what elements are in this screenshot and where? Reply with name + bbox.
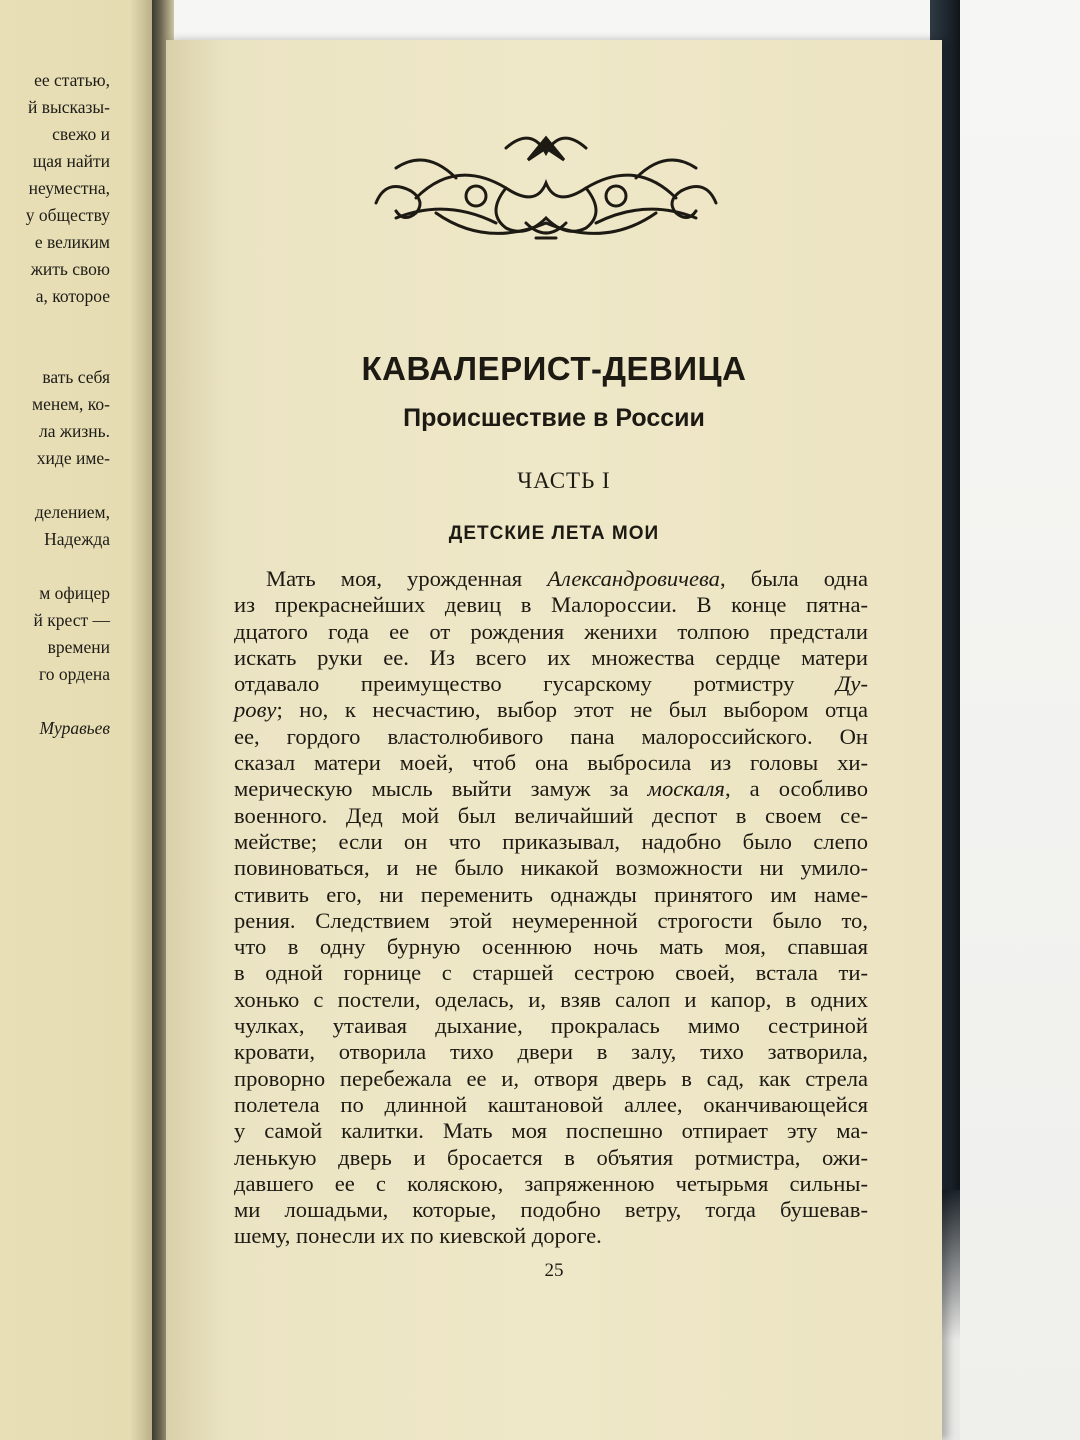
body-line bbox=[234, 566, 868, 592]
body-text-segment: повиноваться, и не было никакой возможности ни умило- bbox=[234, 855, 868, 881]
left-page-line: а, которое bbox=[35, 286, 110, 306]
body-line bbox=[234, 803, 868, 829]
italic-text-segment: рову bbox=[234, 697, 277, 723]
body-line bbox=[234, 855, 868, 881]
body-line bbox=[234, 750, 868, 776]
body-line bbox=[234, 619, 868, 645]
body-line bbox=[234, 645, 868, 671]
body-text-segment: ленькую дверь и бросается в объятия ротмистра, ожи- bbox=[234, 1144, 868, 1170]
left-page-line: м офицер bbox=[39, 583, 110, 603]
body-line bbox=[234, 987, 868, 1013]
body-line bbox=[234, 1171, 868, 1197]
body-line bbox=[234, 1118, 868, 1144]
body-paragraph bbox=[234, 566, 868, 1250]
body-line bbox=[234, 1145, 868, 1171]
body-text-segment: рения. Следствием этой неумеренной строгости было то, bbox=[234, 907, 868, 933]
body-text-segment: у самой калитки. Мать моя поспешно отпирает эту ма- bbox=[234, 1118, 868, 1144]
italic-text-segment: Ду- bbox=[836, 671, 868, 697]
left-page-line: й высказы- bbox=[27, 97, 110, 117]
left-page-line: ла жизнь. bbox=[39, 421, 110, 441]
left-page-line: неуместна, bbox=[28, 178, 110, 198]
body-text-segment: , была одна bbox=[719, 566, 869, 591]
body-text-segment: мействе; если он что приказывал, надобно было слепо bbox=[234, 828, 868, 854]
body-line bbox=[234, 697, 868, 723]
body-line bbox=[234, 1223, 868, 1249]
body-text-segment: ми лошадьми, которые, подобно ветру, тогда бушевав- bbox=[234, 1197, 868, 1223]
body-line bbox=[234, 776, 868, 802]
body-text-segment: в одной горнице с старшей сестрою своей, встала ти- bbox=[234, 960, 868, 986]
left-page-line: у обществу bbox=[25, 205, 110, 225]
part-heading: ЧАСТЬ I bbox=[517, 468, 611, 493]
right-page bbox=[166, 40, 942, 1440]
body-line bbox=[234, 1092, 868, 1118]
body-text-segment: проворно перебежала ее и, отворя дверь в сад, как стрела bbox=[234, 1065, 868, 1091]
body-text-segment: стивить его, ни переменить однажды принятого им наме- bbox=[234, 881, 868, 907]
book-title: КАВАЛЕРИСТ-ДЕВИЦА bbox=[361, 350, 747, 387]
body-text-segment: давшего ее с коляскою, запряженною четырьмя сильны- bbox=[234, 1170, 868, 1196]
body-line bbox=[234, 671, 868, 697]
body-line bbox=[234, 1197, 868, 1223]
decorative-ornament-icon bbox=[356, 118, 736, 253]
left-page-line: вать себя bbox=[42, 367, 110, 387]
book-subtitle: Происшествие в России bbox=[403, 404, 705, 432]
left-page-line: жить свою bbox=[30, 259, 110, 279]
body-line bbox=[234, 592, 868, 618]
body-text-segment: из прекраснейших девиц в Малороссии. В конце пятна- bbox=[234, 592, 868, 618]
chapter-heading: ДЕТСКИЕ ЛЕТА МОИ bbox=[448, 523, 660, 544]
body-text-segment: хонько с постели, оделась, и, взяв салоп и капор, в одних bbox=[234, 986, 868, 1012]
left-page-line: ее статью, bbox=[34, 70, 110, 90]
left-page-line: времени bbox=[47, 637, 110, 657]
body-text-segment: шему, понесли их по киевской дороге. bbox=[234, 1223, 602, 1249]
body-line bbox=[234, 1013, 868, 1039]
body-line bbox=[234, 1039, 868, 1065]
body-text-segment: дцатого года ее от рождения женихи толпою предстали bbox=[234, 618, 868, 644]
body-text-segment: отдавало преимущество гусарскому ротмистру bbox=[234, 671, 837, 697]
body-text-segment: чулках, утаивая дыхание, прокралась мимо сестриной bbox=[234, 1013, 868, 1039]
body-text-segment: военного. Дед мой был величайший деспот в своем се- bbox=[234, 802, 868, 828]
body-text-segment: ее, гордого властолюбивого пана малороссийского. Он bbox=[234, 723, 868, 749]
left-page-line: Муравьев bbox=[39, 718, 110, 738]
left-page-line: Надежда bbox=[44, 529, 110, 549]
left-page-line: щая найти bbox=[32, 151, 110, 171]
body-line bbox=[234, 724, 868, 750]
left-page-line: е великим bbox=[34, 232, 110, 252]
page-number: 25 bbox=[544, 1260, 564, 1281]
italic-text-segment: москаля bbox=[647, 776, 725, 802]
body-line bbox=[234, 960, 868, 986]
body-text-segment: Мать моя, урожденная bbox=[266, 566, 548, 591]
body-text-segment: мерическую мысль выйти замуж за bbox=[234, 776, 648, 802]
left-page-line: свежо и bbox=[52, 124, 110, 144]
body-text-segment: что в одну бурную осеннюю ночь мать моя, спавшая bbox=[234, 934, 868, 960]
body-text-segment: сказал матери моей, чтоб она выбросила из головы хи- bbox=[234, 750, 868, 776]
left-page-line: менем, ко- bbox=[32, 394, 110, 414]
body-line bbox=[234, 1066, 868, 1092]
body-text-segment: кровати, отворила тихо двери в залу, тихо затворила, bbox=[234, 1039, 868, 1065]
body-text-segment: полетела по длинной каштановой аллее, оканчивающейся bbox=[234, 1091, 868, 1117]
left-page-line: делением, bbox=[34, 502, 110, 522]
body-line bbox=[234, 908, 868, 934]
body-line bbox=[234, 882, 868, 908]
left-page bbox=[0, 0, 162, 1440]
body-line bbox=[234, 934, 868, 960]
left-page-line: го ордена bbox=[39, 664, 110, 684]
left-page-line: хиде име- bbox=[36, 448, 110, 468]
left-page-line: й крест — bbox=[33, 610, 110, 630]
body-text-segment: ; но, к несчастию, выбор этот не был выбором отца bbox=[276, 697, 868, 723]
body-text-segment: , а особливо bbox=[724, 776, 868, 802]
body-line bbox=[234, 829, 868, 855]
italic-text-segment: Александровичева bbox=[547, 566, 720, 591]
body-text-segment: искать руки ее. Из всего их множества сердце матери bbox=[234, 644, 868, 670]
